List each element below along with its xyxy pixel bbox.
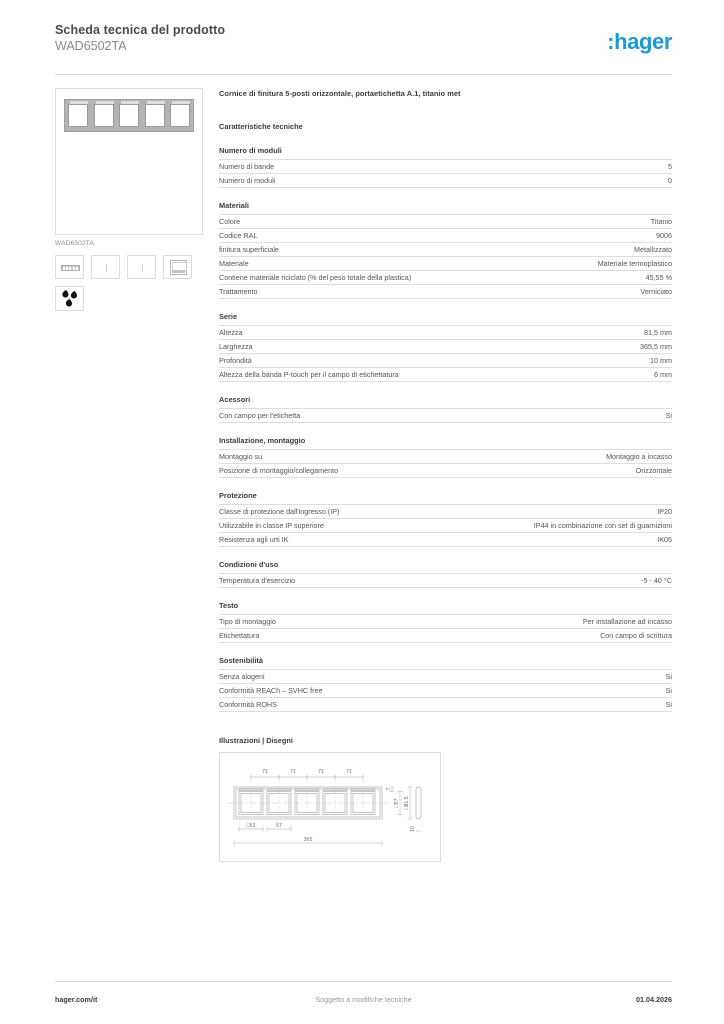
table-row: [219, 257, 672, 271]
spec-table: [219, 504, 672, 547]
spec-group: [219, 560, 672, 588]
table-row: [219, 340, 672, 354]
title-block: [55, 22, 225, 54]
spec-key: Montaggio su: [219, 450, 446, 464]
spec-key: Numero di bande: [219, 160, 446, 174]
spec-key: Temperatura d'esercizio: [219, 574, 446, 588]
page-footer: [55, 995, 672, 1007]
spec-key: Utilizzabile in classe IP superiore: [219, 519, 446, 533]
frame-opening: [94, 104, 114, 127]
footer-date: 01.04.2026: [636, 995, 672, 1004]
frame-opening: [145, 104, 165, 127]
spec-group-title: Serie: [219, 312, 238, 321]
technical-drawing-svg: [220, 753, 440, 861]
spec-group-title: Protezione: [219, 491, 257, 500]
spec-value: Montaggio a incasso: [446, 450, 673, 464]
frame-opening: [119, 104, 139, 127]
spec-table: [219, 669, 672, 712]
spec-value: Si: [446, 684, 673, 698]
dim-pitch-4: 71: [346, 769, 352, 775]
product-description: Cornice di finitura 5-posti orizzontale, portaetichetta A.1, titanio met: [219, 89, 461, 98]
spec-value: 45,55 %: [446, 271, 673, 285]
spec-key: Conformità REACh – SVHC free: [219, 684, 446, 698]
spec-key: Codice RAL: [219, 229, 446, 243]
spec-key: Numero di moduli: [219, 174, 446, 188]
spec-key: Profondità: [219, 354, 446, 368]
spec-value: 10 mm: [446, 354, 673, 368]
dim-spacing-bottom: 57: [276, 823, 282, 829]
spec-key: Conformità ROHS: [219, 698, 446, 712]
table-row: [219, 271, 672, 285]
technical-drawing: [219, 752, 441, 862]
spec-value: Per installazione ad incasso: [446, 615, 673, 629]
spec-value: Si: [446, 670, 673, 684]
product-image-caption: WAD6502TA: [55, 240, 95, 247]
thumbnail-frame-front[interactable]: [55, 255, 84, 279]
dim-opening-height: □57: [394, 798, 400, 808]
spec-key: Altezza della banda P-touch per il campo di etichettatura: [219, 368, 446, 382]
table-row: [219, 670, 672, 684]
frame-opening: [170, 104, 190, 127]
table-row: [219, 160, 672, 174]
frame-body: [64, 99, 194, 132]
table-row: [219, 409, 672, 423]
footer-divider: [55, 981, 672, 982]
hager-logo: :hager: [607, 29, 672, 54]
spec-key: Contiene materiale riciclato (% del peso totale della plastica): [219, 271, 446, 285]
spec-group-title: Numero di moduli: [219, 146, 282, 155]
table-row: [219, 464, 672, 478]
table-row: [219, 285, 672, 299]
spec-value: Con campo di scrittura: [446, 629, 673, 643]
spec-key: Colore: [219, 215, 446, 229]
header-divider: [55, 74, 672, 75]
frame-opening: [68, 104, 88, 127]
spec-group: [219, 601, 672, 643]
spec-key: finitura superficiale: [219, 243, 446, 257]
spec-group: [219, 491, 672, 547]
spec-table: [219, 408, 672, 423]
table-row: [219, 368, 672, 382]
drawings-section: [219, 736, 672, 862]
spec-value: -5 - 40 °C: [446, 574, 673, 588]
spec-groups: [219, 146, 672, 712]
spec-key: Posizione di montaggio/collegamento: [219, 464, 446, 478]
table-row: [219, 215, 672, 229]
table-row: [219, 174, 672, 188]
spec-group: [219, 201, 672, 299]
spec-value: Verniciato: [446, 285, 673, 299]
table-row: [219, 629, 672, 643]
spec-key: Larghezza: [219, 340, 446, 354]
thumbnail-frame-side-2[interactable]: [127, 255, 156, 279]
table-row: [219, 326, 672, 340]
spec-group-title: Testo: [219, 601, 239, 610]
table-row: [219, 615, 672, 629]
table-row: [219, 519, 672, 533]
spec-table: [219, 214, 672, 299]
product-media-column: [55, 88, 205, 311]
spec-key: Resistenza agli urti IK: [219, 533, 446, 547]
table-row: [219, 229, 672, 243]
table-row: [219, 505, 672, 519]
spec-group: [219, 436, 672, 478]
page-title: Scheda tecnica del prodotto: [55, 23, 226, 37]
thumbnail-material-droplets[interactable]: [55, 286, 84, 311]
drawings-title: Illustrazioni | Disegni: [219, 736, 293, 745]
spec-key: Tipo di montaggio: [219, 615, 446, 629]
spec-value: IP44 in combinazione con set di guarnizioni: [446, 519, 673, 533]
spec-value: Orizzontale: [446, 464, 673, 478]
tech-characteristics-title: Caratteristiche tecniche: [219, 122, 303, 131]
spec-key: Altezza: [219, 326, 446, 340]
spec-group-title: Sostenibilità: [219, 656, 263, 665]
spec-value: 81,5 mm: [446, 326, 673, 340]
dim-pitch-3: 71: [318, 769, 324, 775]
spec-group: [219, 656, 672, 712]
spec-group: [219, 146, 672, 188]
spec-value: IP20: [446, 505, 673, 519]
table-row: [219, 354, 672, 368]
spec-group: [219, 395, 672, 423]
spec-value: Materiale termoplastico: [446, 257, 673, 271]
spec-table: [219, 573, 672, 588]
thumbnail-strip-row-2: [55, 286, 205, 311]
spec-table: [219, 325, 672, 382]
spec-value: 9006: [446, 229, 673, 243]
spec-table: [219, 449, 672, 478]
dim-total-width: 365: [303, 837, 313, 843]
spec-value: Si: [446, 698, 673, 712]
thumbnail-strip: [55, 255, 205, 279]
spec-key: Trattamento: [219, 285, 446, 299]
thumbnail-frame-side-1[interactable]: [91, 255, 120, 279]
droplets-icon: [56, 287, 83, 310]
product-code-subtitle: WAD6502TA: [55, 39, 127, 53]
dim-pitch-1: 71: [262, 769, 268, 775]
table-row: [219, 684, 672, 698]
spec-group-title: Condizioni d'uso: [219, 560, 279, 569]
frame-profile-icon: [106, 264, 107, 272]
spec-key: Materiale: [219, 257, 446, 271]
dim-depth: 10: [410, 826, 416, 832]
table-row: [219, 450, 672, 464]
thumbnail-frame-perspective[interactable]: [163, 255, 192, 279]
table-row: [219, 243, 672, 257]
spec-group-title: Installazione, montaggio: [219, 436, 306, 445]
spec-value: 0: [446, 174, 673, 188]
frame-profile-icon: [142, 264, 143, 272]
spec-value: Metallizzato: [446, 243, 673, 257]
spec-key: Senza alogeni: [219, 670, 446, 684]
spec-value: Si: [446, 409, 673, 423]
table-row: [219, 533, 672, 547]
spec-group-title: Acessori: [219, 395, 251, 404]
table-row: [219, 574, 672, 588]
product-frame-graphic: [64, 99, 194, 132]
footer-disclaimer: Soggetto a modifiche tecniche: [315, 995, 412, 1004]
spec-table: [219, 614, 672, 643]
spec-value: 5: [446, 160, 673, 174]
spec-table: [219, 159, 672, 188]
frame-perspective-icon: [170, 260, 187, 275]
spec-key: Con campo per l'etichetta: [219, 409, 446, 423]
spec-key: Etichettatura: [219, 629, 446, 643]
specifications-column: [219, 88, 672, 862]
footer-site-link[interactable]: hager.com/it: [55, 995, 98, 1004]
spec-group-title: Materiali: [219, 201, 249, 210]
dim-label-strip-height: 7: [386, 787, 392, 791]
dim-total-height: □81,5: [404, 796, 410, 810]
dim-pitch-2: 71: [290, 769, 296, 775]
page-header: [55, 22, 672, 70]
spec-value: Titanio: [446, 215, 673, 229]
spec-key: Classe di protezione dall'ingresso (IP): [219, 505, 446, 519]
dim-opening-width: □52: [246, 823, 256, 829]
table-row: [219, 698, 672, 712]
spec-value: 365,5 mm: [446, 340, 673, 354]
spec-group: [219, 312, 672, 382]
product-image: [55, 88, 203, 235]
spec-value: IK05: [446, 533, 673, 547]
mini-frame-icon: [61, 265, 80, 271]
spec-value: 6 mm: [446, 368, 673, 382]
